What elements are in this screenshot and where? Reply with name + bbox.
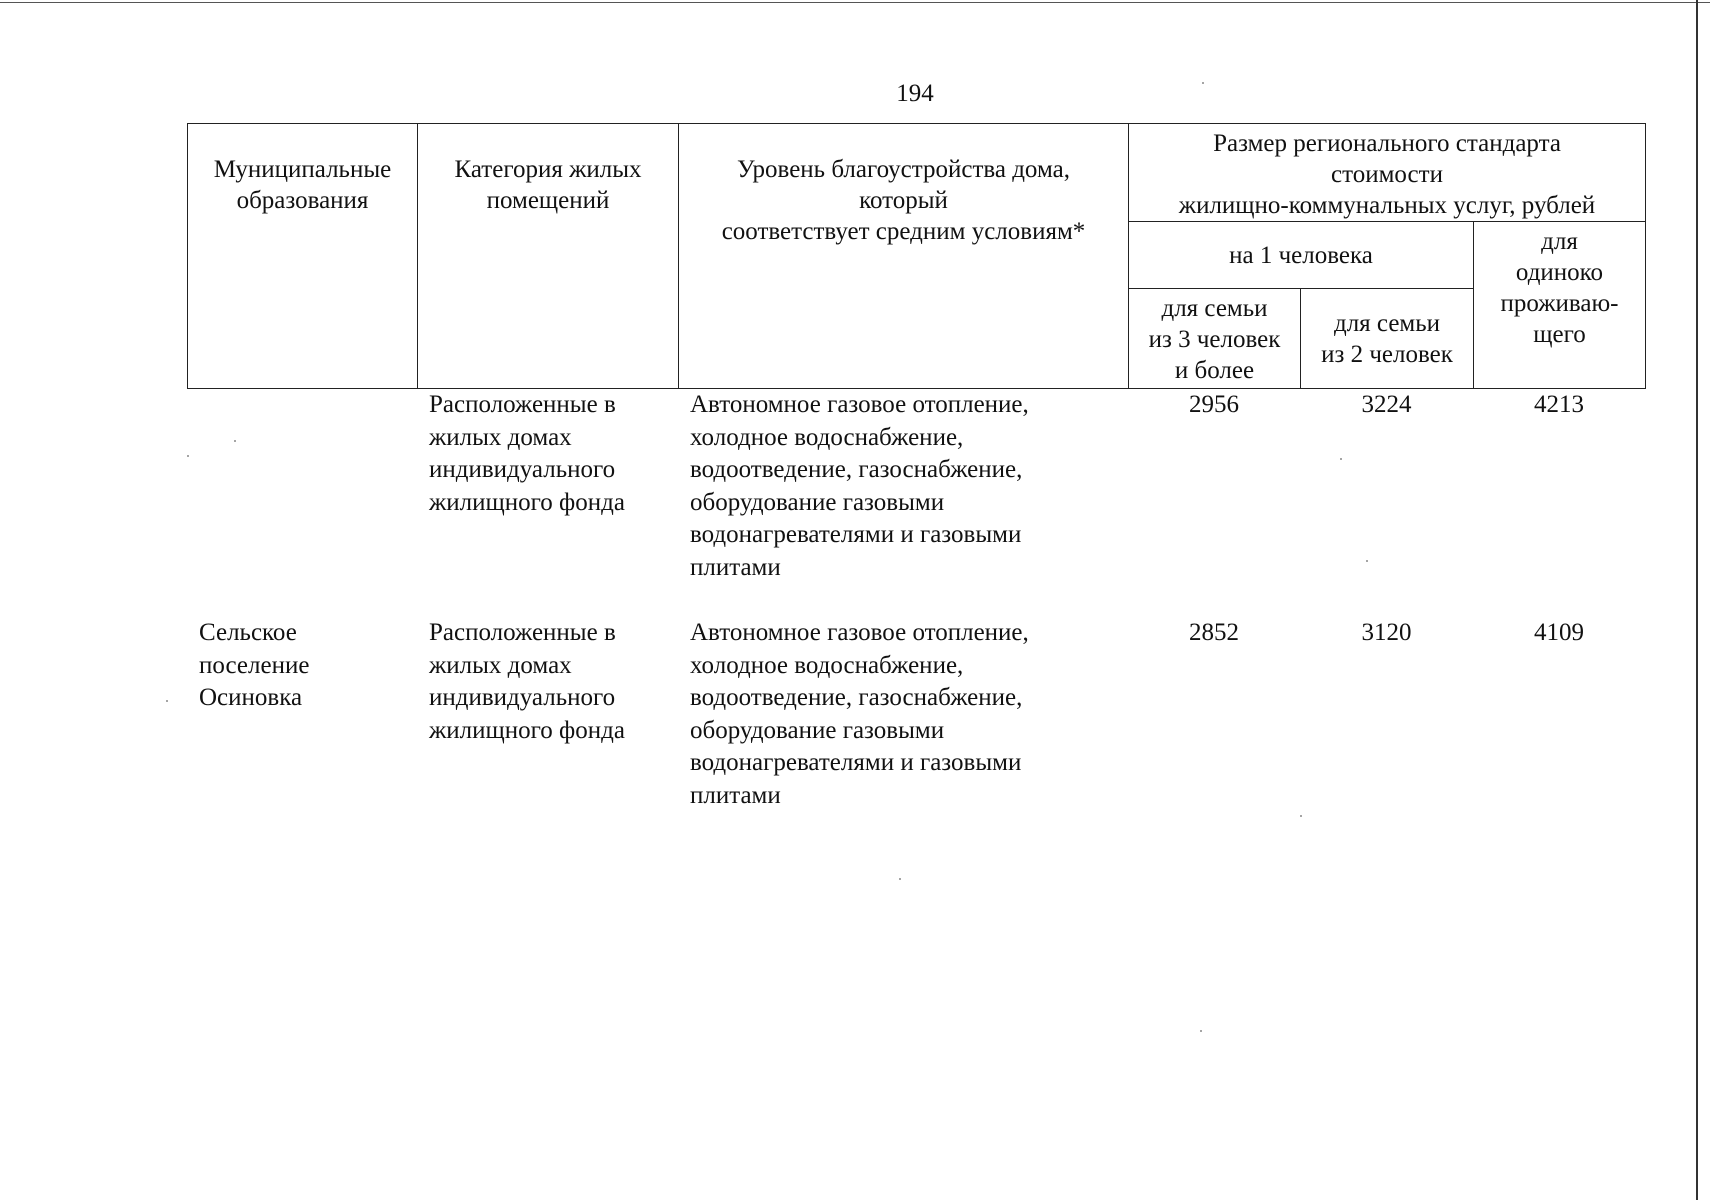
scan-edge-top [0,2,1710,3]
header-municipality: Муниципальные образования [188,124,418,389]
row-single-value: 4213 [1534,391,1584,418]
row-family2-value: 3224 [1361,391,1412,418]
header-category: Категория жилых помещений [418,124,679,389]
header-per-person: на 1 человека [1129,222,1474,289]
row-level: Автономное газовое отопление, холодное водоснабжение, водоотведение, газоснабжение, оборудование газовыми водонагревателями и газовыми плитами [690,619,1029,809]
row-category: Расположенные в жилых домах индивидуального жилищного фонда [429,391,625,516]
scan-speck [1366,560,1368,562]
scan-edge-right [1696,0,1698,1200]
scan-speck [187,455,189,457]
row-level: Автономное газовое отопление, холодное водоснабжение, водоотведение, газоснабжение, оборудование газовыми водонагревателями и газовыми плитами [690,391,1029,581]
scan-speck [1340,458,1342,460]
page-number: 194 [896,80,934,107]
row-family2-value: 3120 [1361,619,1412,646]
scan-speck [1200,1030,1202,1032]
scan-speck [899,878,901,880]
scan-speck [1300,815,1302,817]
header-level: Уровень благоустройства дома, который соответствует средним условиям* [679,124,1129,389]
row-single-value: 4109 [1534,619,1584,646]
header-family3: для семьи из 3 человек и более [1129,289,1301,389]
row-family3-value: 2852 [1189,619,1239,646]
table-header [187,123,1646,389]
header-standard: Размер регионального стандарта стоимости жилищно-коммунальных услуг, рублей [1129,124,1646,222]
header-single: для одиноко проживаю- щего [1474,222,1646,389]
row-family3-value: 2956 [1189,391,1239,418]
row-municipality: Сельское поселение Осиновка [199,619,310,711]
scan-speck [166,700,168,702]
row-category: Расположенные в жилых домах индивидуального жилищного фонда [429,619,625,744]
header-family2: для семьи из 2 человек [1301,289,1474,389]
scan-speck [234,440,236,442]
scan-speck [1202,82,1204,84]
